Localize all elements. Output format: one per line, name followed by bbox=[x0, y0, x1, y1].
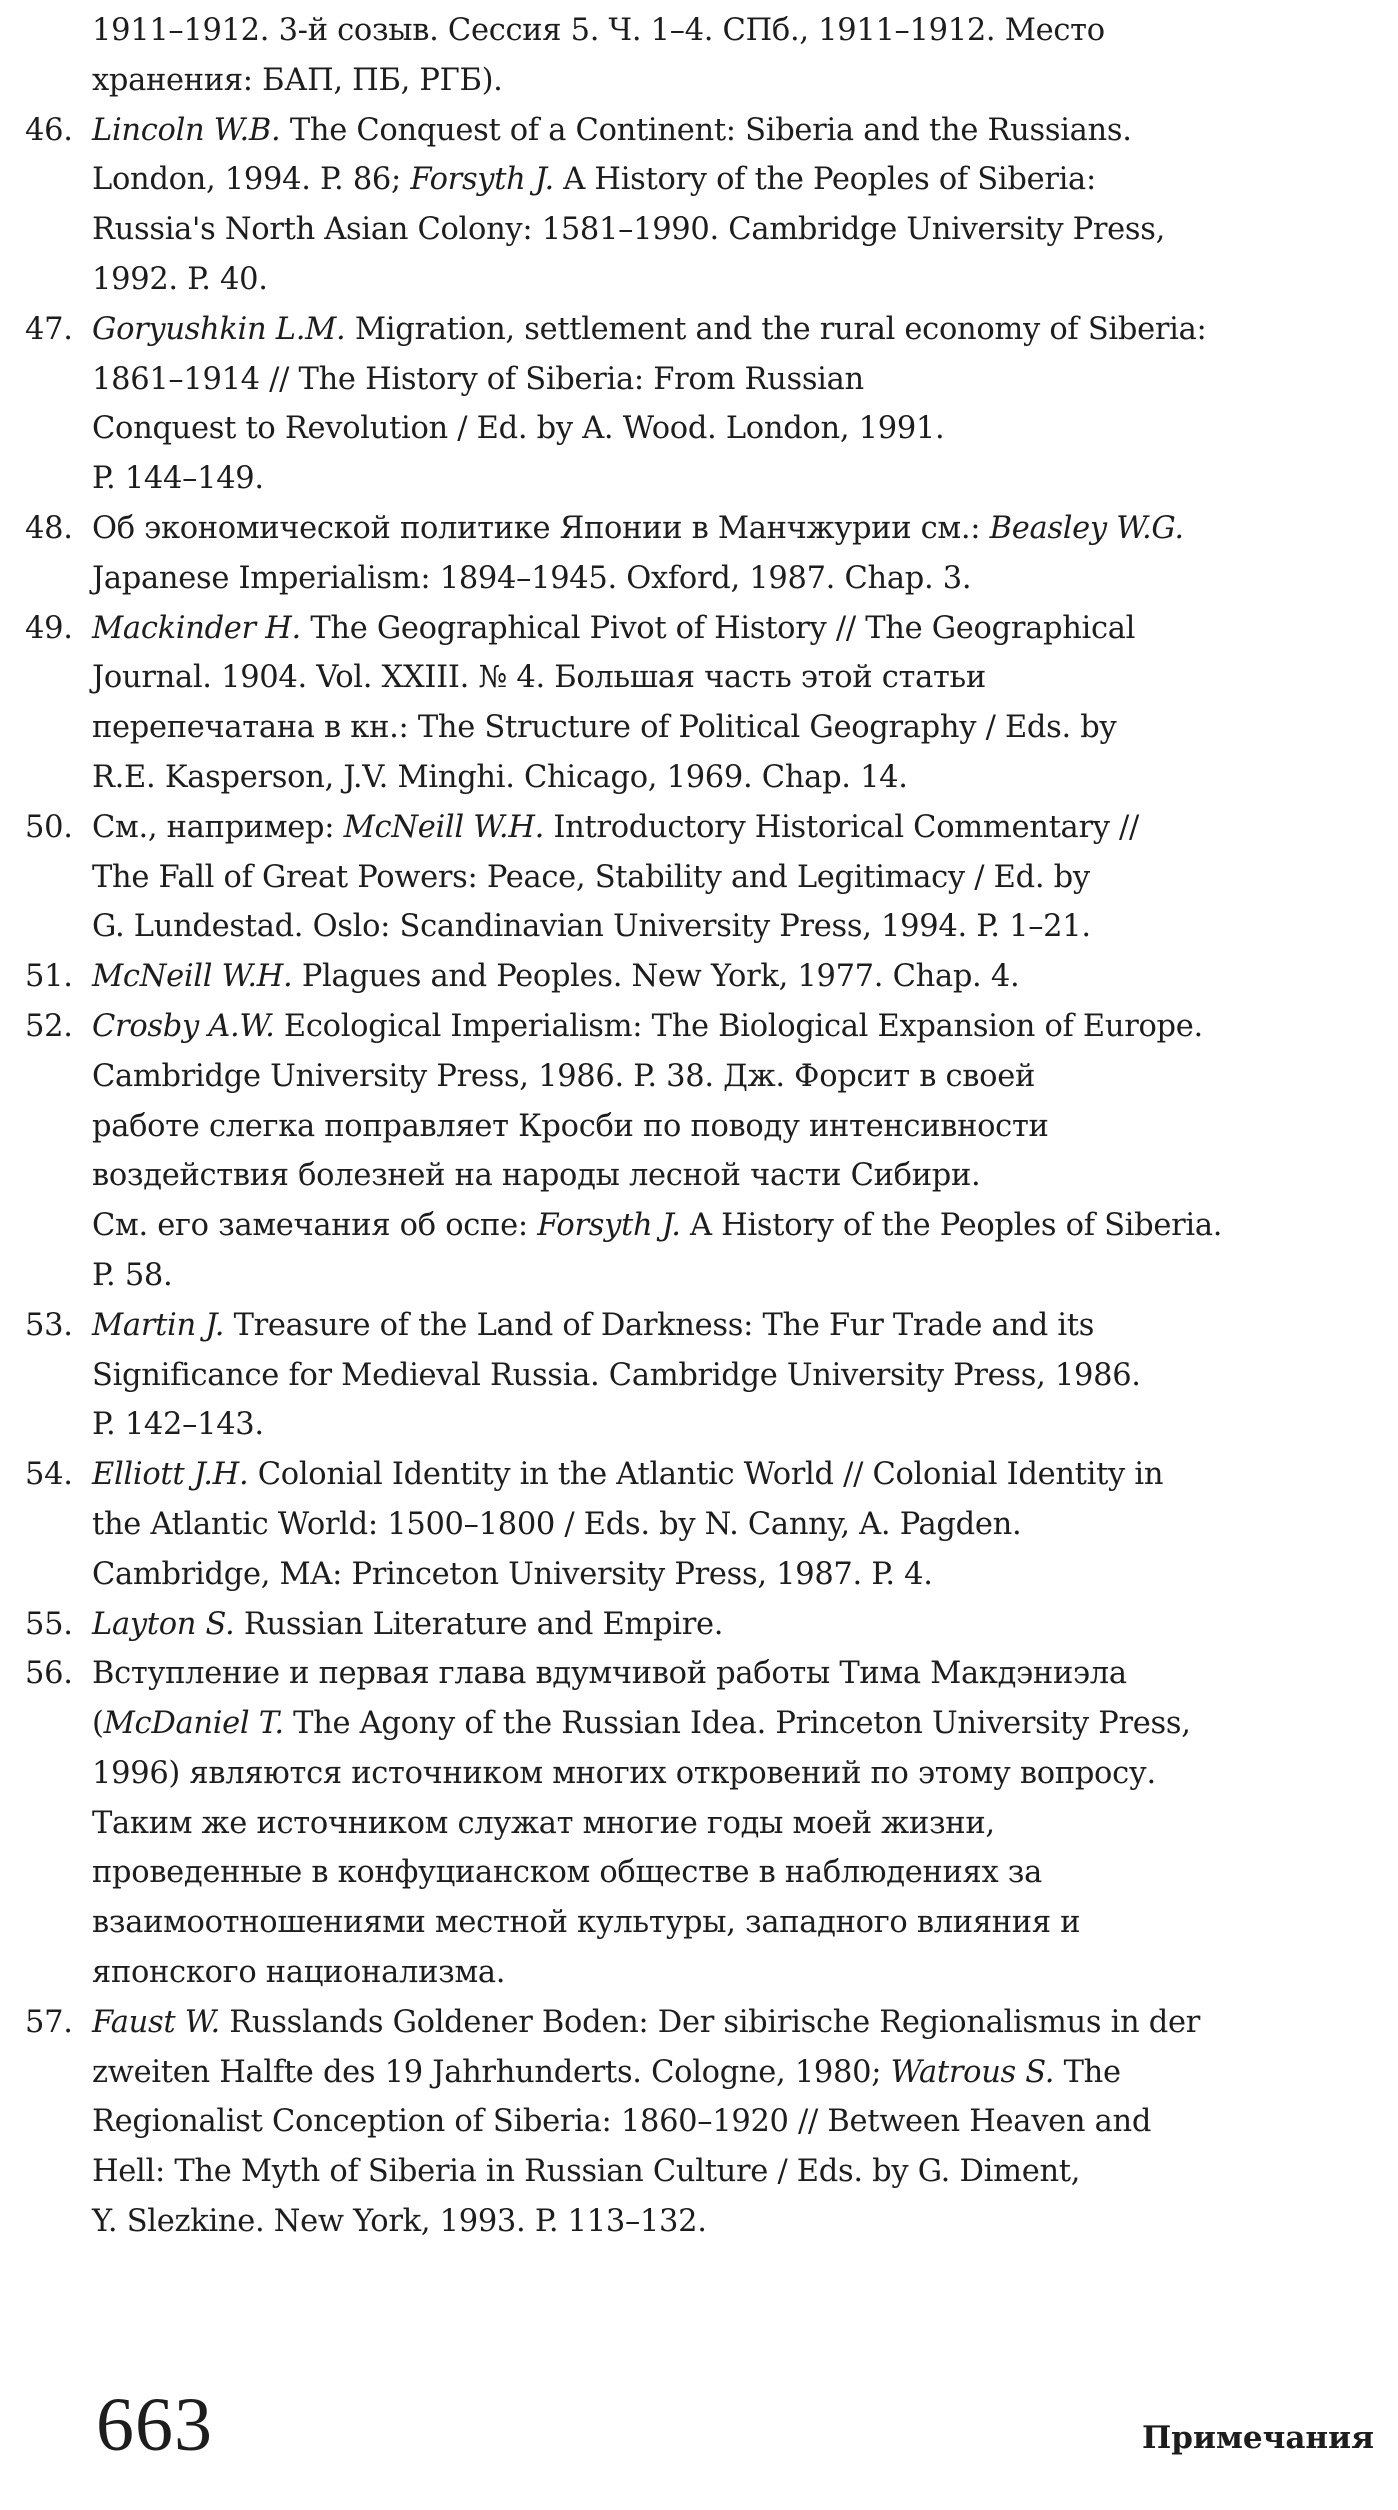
endnote-number: 48. bbox=[25, 510, 73, 546]
endnote-line bbox=[92, 6, 1330, 56]
endnote-line bbox=[92, 504, 1330, 554]
endnote-line bbox=[92, 56, 1330, 106]
endnote bbox=[0, 1998, 1330, 2247]
text-run: Introductory Historical Commentary // bbox=[544, 809, 1139, 845]
endnote-line bbox=[92, 1151, 1330, 1201]
text-run: проведенные в конфуцианском обществе в наблюдениях за bbox=[92, 1855, 1042, 1891]
text-run: Y. Slezkine. New York, 1993. P. 113–132. bbox=[92, 2204, 707, 2240]
endnote-line bbox=[92, 703, 1330, 753]
endnote-line bbox=[92, 1649, 1330, 1699]
endnote-line bbox=[92, 1102, 1330, 1152]
text-run: Conquest to Revolution / Ed. by A. Wood. London, 1991. bbox=[92, 411, 945, 447]
endnote-line bbox=[92, 106, 1330, 156]
author-name: Faust W. bbox=[92, 2004, 220, 2040]
text-run: London, 1994. P. 86; bbox=[92, 162, 411, 198]
endnote-line bbox=[92, 1500, 1330, 1550]
text-run: Hell: The Myth of Siberia in Russian Culture / Eds. by G. Diment, bbox=[92, 2154, 1081, 2190]
text-run: P. 144–149. bbox=[92, 461, 264, 497]
endnote-line bbox=[92, 653, 1330, 703]
endnote-number: 54. bbox=[25, 1457, 73, 1493]
endnote-line bbox=[92, 1998, 1330, 2048]
endnote-line bbox=[92, 1400, 1330, 1450]
endnote-line bbox=[92, 205, 1330, 255]
running-footer-title: Примечания bbox=[1142, 2420, 1374, 2456]
endnote-line bbox=[92, 902, 1330, 952]
endnote-line bbox=[92, 1550, 1330, 1600]
text-run: A History of the Peoples of Siberia. bbox=[680, 1208, 1223, 1244]
endnote bbox=[0, 6, 1330, 106]
author-name: Layton S. bbox=[92, 1606, 235, 1642]
endnote-line bbox=[92, 2197, 1330, 2247]
endnote bbox=[0, 1002, 1330, 1301]
text-run: P. 58. bbox=[92, 1257, 173, 1293]
endnote-line bbox=[92, 1201, 1330, 1251]
endnote-line bbox=[92, 853, 1330, 903]
author-name: Crosby A.W. bbox=[92, 1008, 275, 1044]
text-run: Treasure of the Land of Darkness: The Fur Trade and its bbox=[224, 1307, 1095, 1343]
author-name: McNeill W.H. bbox=[343, 809, 545, 845]
endnote-line bbox=[92, 1351, 1330, 1401]
text-run: См. его замечания об оспе: bbox=[92, 1208, 538, 1244]
endnote-number: 56. bbox=[25, 1656, 73, 1692]
author-name: Beasley W.G. bbox=[989, 510, 1184, 546]
text-run: A History of the Peoples of Siberia: bbox=[553, 162, 1096, 198]
endnote-line bbox=[92, 1600, 1330, 1650]
endnotes-list bbox=[0, 6, 1330, 2247]
text-run: The bbox=[1054, 2054, 1121, 2090]
text-run: G. Lundestad. Oslo: Scandinavian University Press, 1994. P. 1–21. bbox=[92, 909, 1091, 945]
endnote bbox=[0, 803, 1330, 952]
endnote-line bbox=[92, 454, 1330, 504]
endnote-line bbox=[92, 1848, 1330, 1898]
text-run: Migration, settlement and the rural economy of Siberia: bbox=[345, 311, 1207, 347]
endnote-line bbox=[92, 255, 1330, 305]
endnote-line bbox=[92, 803, 1330, 853]
text-run: Colonial Identity in the Atlantic World // Colonial Identity in bbox=[248, 1457, 1164, 1493]
author-name: McDaniel T. bbox=[103, 1706, 284, 1742]
endnote-line bbox=[92, 2147, 1330, 2197]
author-name: Lincoln W.B. bbox=[92, 112, 281, 148]
endnote-number: 57. bbox=[25, 2004, 73, 2040]
author-name: Forsyth J. bbox=[410, 162, 554, 198]
text-run: Russia's North Asian Colony: 1581–1990. Cambridge University Press, bbox=[92, 212, 1166, 248]
endnote-line bbox=[92, 305, 1330, 355]
endnote bbox=[0, 952, 1330, 1002]
endnote-line bbox=[92, 1002, 1330, 1052]
text-run: Вступление и первая глава вдумчивой работы Тима Макдэниэла bbox=[92, 1656, 1127, 1692]
endnote-number: 55. bbox=[25, 1606, 73, 1642]
text-run: воздействия болезней на народы лесной части Сибири. bbox=[92, 1158, 981, 1194]
endnote-number: 49. bbox=[25, 610, 73, 646]
endnote-line bbox=[92, 1749, 1330, 1799]
author-name: Goryushkin L.M. bbox=[92, 311, 346, 347]
endnote-line bbox=[92, 1052, 1330, 1102]
endnote bbox=[0, 604, 1330, 803]
endnote-line bbox=[92, 2048, 1330, 2098]
endnote-line bbox=[92, 1948, 1330, 1998]
endnote-line bbox=[92, 355, 1330, 405]
endnote-line bbox=[92, 2097, 1330, 2147]
text-run: The Fall of Great Powers: Peace, Stability and Legitimacy / Ed. by bbox=[92, 859, 1090, 895]
endnote-number: 51. bbox=[25, 959, 73, 995]
endnote bbox=[0, 1600, 1330, 1650]
author-name: Watrous S. bbox=[890, 2054, 1055, 2090]
text-run: P. 142–143. bbox=[92, 1407, 264, 1443]
text-run: 1861–1914 // The History of Siberia: From Russian bbox=[92, 361, 864, 397]
author-name: Martin J. bbox=[92, 1307, 225, 1343]
endnote-line bbox=[92, 604, 1330, 654]
text-run: Japanese Imperialism: 1894–1945. Oxford, 1987. Chap. 3. bbox=[92, 560, 972, 596]
text-run: Cambridge, MA: Princeton University Press, 1987. P. 4. bbox=[92, 1556, 933, 1592]
text-run: Russian Literature and Empire. bbox=[234, 1606, 724, 1642]
text-run: The Geographical Pivot of History // The Geographical bbox=[300, 610, 1136, 646]
endnote-line bbox=[92, 1699, 1330, 1749]
endnote bbox=[0, 1450, 1330, 1599]
endnote-line bbox=[92, 753, 1330, 803]
text-run: японского национализма. bbox=[92, 1955, 506, 1991]
endnote-number: 46. bbox=[25, 112, 73, 148]
text-run: 1992. P. 40. bbox=[92, 261, 268, 297]
text-run: The Conquest of a Continent: Siberia and the Russians. bbox=[280, 112, 1132, 148]
endnote bbox=[0, 305, 1330, 504]
text-run: Significance for Medieval Russia. Cambridge University Press, 1986. bbox=[92, 1357, 1141, 1393]
text-run: The Agony of the Russian Idea. Princeton University Press, bbox=[283, 1706, 1191, 1742]
text-run: Journal. 1904. Vol. XXIII. № 4. Большая часть этой статьи bbox=[92, 660, 986, 696]
text-run: Russlands Goldener Boden: Der sibirische Regionalismus in der bbox=[219, 2004, 1201, 2040]
endnote-line bbox=[92, 1450, 1330, 1500]
text-run: хранения: БАП, ПБ, РГБ). bbox=[92, 62, 503, 98]
endnote bbox=[0, 1649, 1330, 1998]
page-number: 663 bbox=[96, 2383, 213, 2467]
author-name: Elliott J.H. bbox=[92, 1457, 249, 1493]
author-name: Mackinder H. bbox=[92, 610, 301, 646]
text-run: Cambridge University Press, 1986. P. 38. Дж. Форсит в своей bbox=[92, 1058, 1036, 1094]
text-run: zweiten Halfte des 19 Jahrhunderts. Cologne, 1980; bbox=[92, 2054, 891, 2090]
author-name: McNeill W.H. bbox=[92, 959, 293, 995]
endnote-line bbox=[92, 1898, 1330, 1948]
endnote-number: 47. bbox=[25, 311, 73, 347]
endnote-line bbox=[92, 404, 1330, 454]
text-run: взаимоотношениями местной культуры, западного влияния и bbox=[92, 1905, 1081, 1941]
text-run: См., например: bbox=[92, 809, 344, 845]
endnote-line bbox=[92, 155, 1330, 205]
endnote-line bbox=[92, 1799, 1330, 1849]
text-run: Таким же источником служат многие годы моей жизни, bbox=[92, 1805, 995, 1841]
endnote-number: 52. bbox=[25, 1008, 73, 1044]
endnote-number: 50. bbox=[25, 809, 73, 845]
author-name: Forsyth J. bbox=[537, 1208, 681, 1244]
text-run: Об экономической политике Японии в Манчжурии см.: bbox=[92, 510, 990, 546]
text-run: R.E. Kasperson, J.V. Minghi. Chicago, 1969. Chap. 14. bbox=[92, 759, 908, 795]
text-run: перепечатана в кн.: The Structure of Political Geography / Eds. by bbox=[92, 710, 1117, 746]
text-run: Ecological Imperialism: The Biological Expansion of Europe. bbox=[274, 1008, 1203, 1044]
endnote-line bbox=[92, 554, 1330, 604]
text-run: ( bbox=[92, 1706, 104, 1742]
endnote-line bbox=[92, 1301, 1330, 1351]
endnote-number: 53. bbox=[25, 1307, 73, 1343]
text-run: 1996) являются источником многих откровений по этому вопросу. bbox=[92, 1755, 1156, 1791]
endnote bbox=[0, 106, 1330, 305]
endnote-line bbox=[92, 952, 1330, 1002]
endnote-line bbox=[92, 1251, 1330, 1301]
text-run: Plagues and Peoples. New York, 1977. Chap. 4. bbox=[292, 959, 1020, 995]
text-run: 1911–1912. 3-й созыв. Сессия 5. Ч. 1–4. СПб., 1911–1912. Место bbox=[92, 13, 1105, 48]
endnote bbox=[0, 1301, 1330, 1450]
text-run: Regionalist Conception of Siberia: 1860–1920 // Between Heaven and bbox=[92, 2104, 1152, 2140]
text-run: the Atlantic World: 1500–1800 / Eds. by N. Canny, A. Pagden. bbox=[92, 1506, 1022, 1542]
endnote bbox=[0, 504, 1330, 604]
text-run: работе слегка поправляет Кросби по поводу интенсивности bbox=[92, 1108, 1049, 1144]
